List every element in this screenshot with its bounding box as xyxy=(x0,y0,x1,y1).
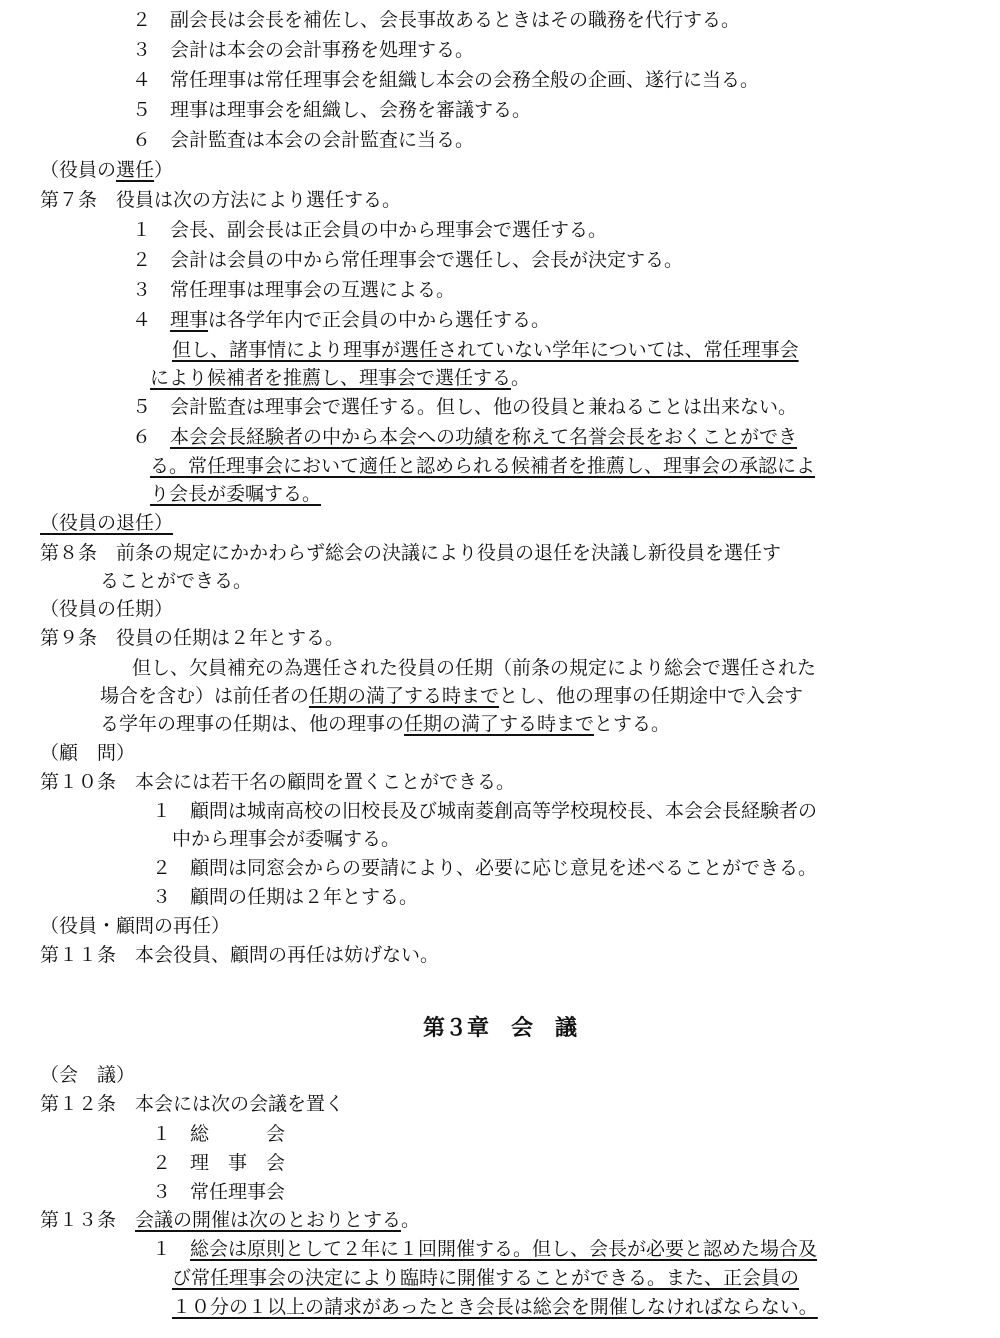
text-line-9: ２ 会計は会員の中から常任理事会で選任し、会長が決定する。 xyxy=(132,249,684,271)
text-line-24: 場合を含む）は前任者の任期の満了する時までとし、他の理事の任期途中で入会す xyxy=(100,685,804,707)
text-line-15: ６ 本会会長経験者の中から本会への功績を称えて名誉会長をおくことができ xyxy=(132,426,798,448)
text-line-2: ３ 会計は本会の会計事務を処理する。 xyxy=(132,39,475,61)
article-12: 第１２条 本会には次の会議を置く xyxy=(40,1093,345,1115)
section-heading-term: （役員の任期） xyxy=(40,598,174,620)
text-line-39: ３ 常任理事会 xyxy=(152,1181,286,1203)
article-8: 第８条 前条の規定にかかわらず総会の決議により役員の退任を決議し新役員を選任す xyxy=(40,542,782,564)
section-heading-meetings: （会 議） xyxy=(40,1064,136,1086)
article-13: 第１３条 会議の開催は次のとおりとする。 xyxy=(40,1209,421,1231)
section-heading-reappointment: （役員・顧問の再任） xyxy=(40,915,231,937)
text-line-38: ２ 理 事 会 xyxy=(152,1152,286,1174)
text-line-29: 中から理事会が委嘱する。 xyxy=(172,828,401,850)
text-line-25: る学年の理事の任期は、他の理事の任期の満了する時までとする。 xyxy=(100,713,671,735)
article-11: 第１１条 本会役員、顧問の再任は妨げない。 xyxy=(40,944,440,966)
text-line-5: ６ 会計監査は本会の会計監査に当る。 xyxy=(132,129,475,151)
text-line-41: １ 総会は原則として２年に１回開催する。但し、会長が必要と認めた場合及 xyxy=(152,1238,818,1260)
section-heading-resignation: （役員の退任） xyxy=(40,512,174,534)
text-line-1: ２ 副会長は会長を補佐し、会長事故あるときはその職務を代行する。 xyxy=(132,9,741,31)
text-line-42: び常任理事会の決定により臨時に開催することができる。また、正会員の xyxy=(172,1267,800,1289)
text-line-20: ることができる。 xyxy=(100,570,253,592)
section-heading-appointment: （役員の選任） xyxy=(40,159,174,181)
section-heading-advisors: （顧 問） xyxy=(40,742,136,764)
chapter-title: 第３章 会 議 xyxy=(422,1016,577,1041)
text-line-14: ５ 会計監査は理事会で選任する。但し、他の役員と兼ねることは出来ない。 xyxy=(132,396,798,418)
text-line-12: 但し、諸事情により理事が選任されていない学年については、常任理事会 xyxy=(172,339,799,361)
text-line-8: １ 会長、副会長は正会員の中から理事会で選任する。 xyxy=(132,219,608,241)
text-line-4: ５ 理事は理事会を組織し、会務を審議する。 xyxy=(132,99,532,121)
text-line-23: 但し、欠員補充の為選任された役員の任期（前条の規定により総会で選任された xyxy=(132,657,817,679)
text-line-17: り会長が委嘱する。 xyxy=(150,483,322,505)
article-10: 第１０条 本会には若干名の顧問を置くことができる。 xyxy=(40,771,516,793)
text-line-31: ３ 顧問の任期は２年とする。 xyxy=(152,886,419,908)
article-9: 第９条 役員の任期は２年とする。 xyxy=(40,627,345,649)
text-line-28: １ 顧問は城南高校の旧校長及び城南菱創高等学校現校長、本会会長経験者の xyxy=(152,800,818,822)
text-line-3: ４ 常任理事は常任理事会を組織し本会の会務全般の企画、遂行に当る。 xyxy=(132,69,760,91)
text-line-30: ２ 顧問は同窓会からの要請により、必要に応じ意見を述べることができる。 xyxy=(152,857,818,879)
text-line-37: １ 総 会 xyxy=(152,1123,286,1145)
text-line-16: る。常任理事会において適任と認められる候補者を推薦し、理事会の承認によ xyxy=(150,455,816,477)
text-line-43: １０分の１以上の請求があったとき会長は総会を開催しなければならない。 xyxy=(172,1296,818,1318)
text-line-11: ４ 理事は各学年内で正会員の中から選任する。 xyxy=(132,309,551,331)
text-line-10: ３ 常任理事は理事会の互選による。 xyxy=(132,279,456,301)
text-line-13: により候補者を推薦し、理事会で選任する。 xyxy=(150,367,531,389)
article-7: 第７条 役員は次の方法により選任する。 xyxy=(40,189,402,211)
